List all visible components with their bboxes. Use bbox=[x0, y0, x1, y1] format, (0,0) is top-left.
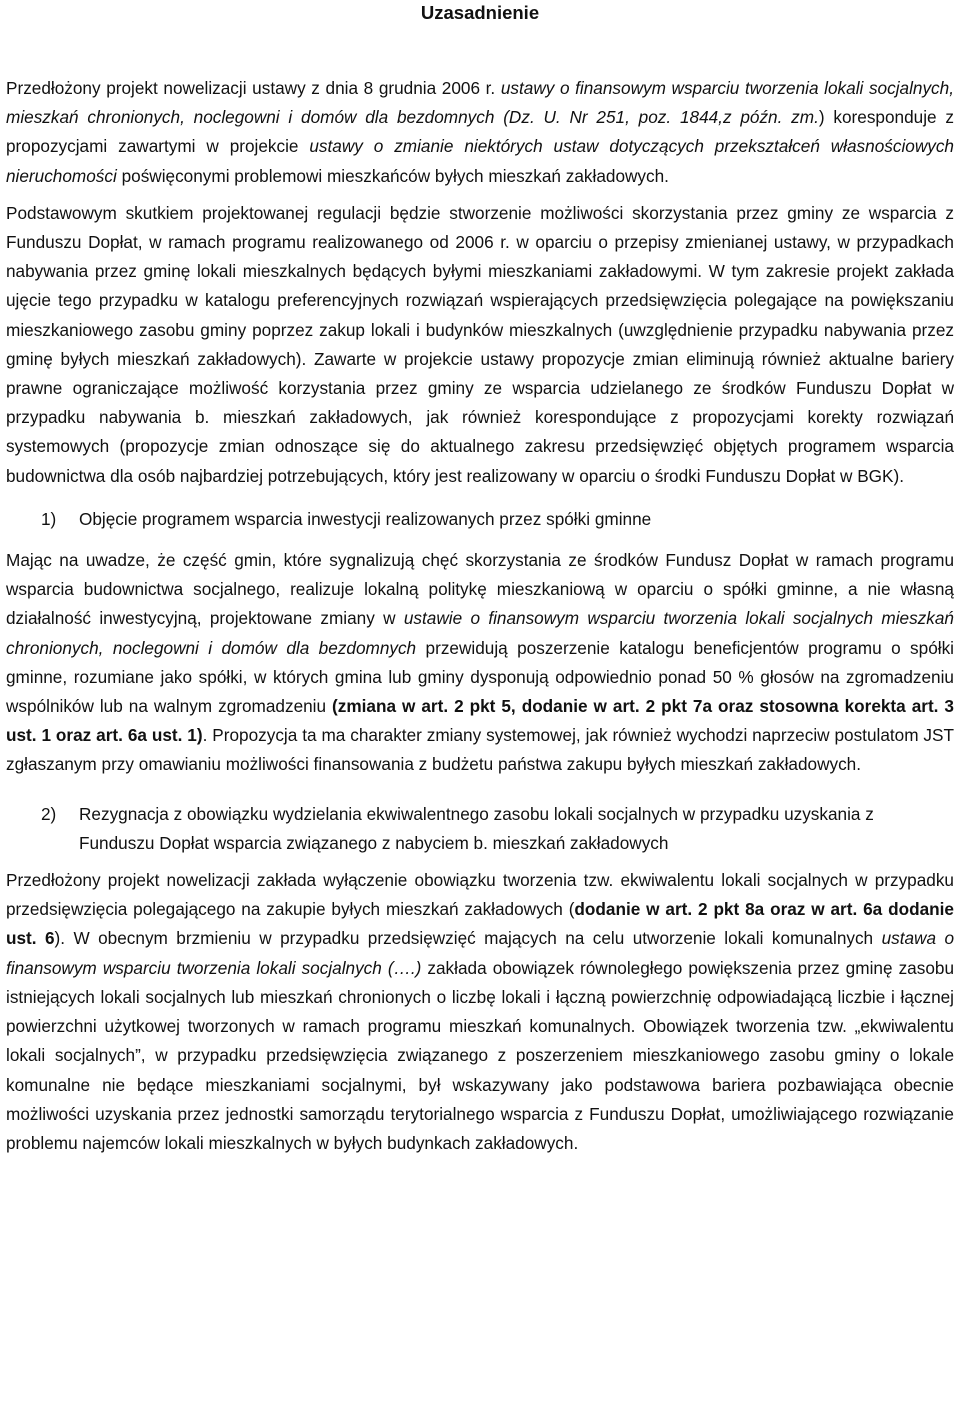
para3-segment: ustawie o finansowym wsparciu tworzenia lokali socjalnych mieszkań chronionych, noclegowni i domów dla bezdomnych bbox=[6, 608, 954, 658]
para4-segment: Przedłożony projekt nowelizacji zakłada wyłączenie obowiązku tworzenia tzw. ekwiwalentu lokali socjalnych w przypadku przedsięwzięcia polegającego na zakupie byłych mieszkań zakładowych ( bbox=[6, 870, 954, 920]
para3-segment: przewidują poszerzenie katalogu beneficjentów programu o spółki gminne, rozumiane jako spółki, w których gmina lub gminy dysponują odpowiednio ponad 50 % głosów na zgromadzeniu wspólników lub na walnym zgromadzeniu bbox=[6, 637, 954, 717]
para1-segment: ) koresponduje z propozycjami zawartymi w projekcie bbox=[6, 107, 954, 157]
para4-segment: ). W obecnym brzmieniu w przypadku przedsięwzięć mających na celu utworzenie lokali komunalnych bbox=[54, 928, 882, 949]
paragraph-main-effect bbox=[6, 199, 954, 491]
para1-segment: ustawy o zmianie niektórych ustaw dotyczących przekształceń własnościowych nieruchomości bbox=[6, 136, 954, 186]
list-item-2-number: 2) bbox=[41, 803, 57, 824]
list-item-1-number: 1) bbox=[41, 508, 57, 529]
para1-segment: poświęconymi problemowi mieszkańców byłych mieszkań zakładowych. bbox=[116, 165, 669, 186]
list-item-1-text: Objęcie programem wsparcia inwestycji realizowanych przez spółki gminne bbox=[79, 508, 652, 529]
para3-segment: (zmiana w art. 2 pkt 5, dodanie w art. 2 pkt 7a oraz stosowna korekta art. 3 ust. 1 oraz art. 6a ust. 1) bbox=[6, 696, 954, 746]
list-item-2-text: Rezygnacja z obowiązku wydzielania ekwiwalentnego zasobu lokali socjalnych w przypadku uzyskania z Funduszu Dopłat wsparcia związanego z nabyciem b. mieszkań zakładowych bbox=[79, 803, 874, 853]
paragraph-equivalent-resource bbox=[6, 866, 954, 1158]
para4-segment: zakłada obowiązek równoległego powiększenia przez gminę zasobu istniejących lokali socjalnych lub mieszkań chronionych o liczbę lokali i łączną powierzchnię odpowiadającą liczbie i łącznej powierzchni użytkowej tworzonych w ramach programu mieszkań komunalnych. Obowiązek tworzenia tzw. „ekwiwalentu lokali socjalnych”, w przypadku przedsięwzięcia związanego z poszerzeniem mieszkaniowego zasobu gminy o lokale komunalne nie będące mieszkaniami socjalnymi, był wskazywany jako podstawowa bariera pozbawiająca obecnie możliwości uzyskania przez jednostki samorządu terytorialnego wsparcia z Funduszu Dopłat, umożliwiającego rozwiązanie problemu najemców lokali mieszkalnych w byłych budynkach zakładowych. bbox=[6, 957, 954, 1153]
para1-segment: ustawy o finansowym wsparciu tworzenia lokali socjalnych, mieszkań chronionych, noclegowni i domów dla bezdomnych (Dz. U. Nr 251, poz. 1844,z późn. zm. bbox=[6, 78, 954, 128]
list-item-1 bbox=[6, 505, 954, 534]
para1-segment: Przedłożony projekt nowelizacji ustawy z dnia 8 grudnia 2006 r. bbox=[6, 78, 501, 98]
para3-segment: Mając na uwadze, że część gmin, które sygnalizują chęć skorzystania ze środków Fundusz Dopłat w ramach programu wsparcia budownictwa socjalnego, realizuje lokalną politykę mieszkaniową w oparciu o spółki gminne, a nie własną działalność inwestycyjną, projektowane zmiany w bbox=[6, 550, 954, 629]
document-title: Uzasadnienie bbox=[420, 2, 540, 23]
paragraph-municipal-companies bbox=[6, 546, 954, 780]
para4-segment: dodanie w art. 2 pkt 8a oraz w art. 6a dodanie ust. 6 bbox=[6, 899, 954, 949]
para2-segment: Podstawowym skutkiem projektowanej regulacji będzie stworzenie możliwości skorzystania przez gminy ze wsparcia z Funduszu Dopłat, w ramach programu realizowanego od 2006 r. w oparciu o przepisy zmienianej ustawy, w przypadkach nabywania przez gminę lokali mieszkalnych będących byłymi mieszkaniami zakładowymi. W tym zakresie projekt zakłada ujęcie tego przypadku w katalogu preferencyjnych rozwiązań wspierających przedsięwzięcia polegające na powiększaniu mieszkaniowego zasobu gminy poprzez zakup lokali i budynków mieszkalnych (uwzględnienie przypadku nabywania przez gminę byłych mieszkań zakładowych). Zawarte w projekcie ustawy propozycje zmian eliminują również aktualne bariery prawne ograniczające możliwość korzystania przez gminy ze wsparcia udzielanego ze środków Funduszu Dopłat w przypadku nabywania b. mieszkań zakładowych, jak również korespondujące z propozycjami korekty rozwiązań systemowych (propozycje zmian odnoszące się do aktualnego zakresu przedsięwzięć objętych programem wsparcia budownictwa dla osób najbardziej potrzebujących, który jest realizowany w oparciu o środki Funduszu Dopłat w BGK). bbox=[6, 202, 954, 486]
paragraph-introduction bbox=[6, 74, 954, 191]
para4-segment: ustawa o finansowym wsparciu tworzenia lokali socjalnych (….) bbox=[6, 928, 955, 978]
list-item-2 bbox=[6, 800, 954, 858]
para3-segment: . Propozycja ta ma charakter zmiany systemowej, jak również wychodzi naprzeciw postulatom JST zgłaszanym przy omawianiu możliwości finansowania z budżetu państwa zakupu byłych mieszkań zakładowych. bbox=[6, 725, 954, 775]
